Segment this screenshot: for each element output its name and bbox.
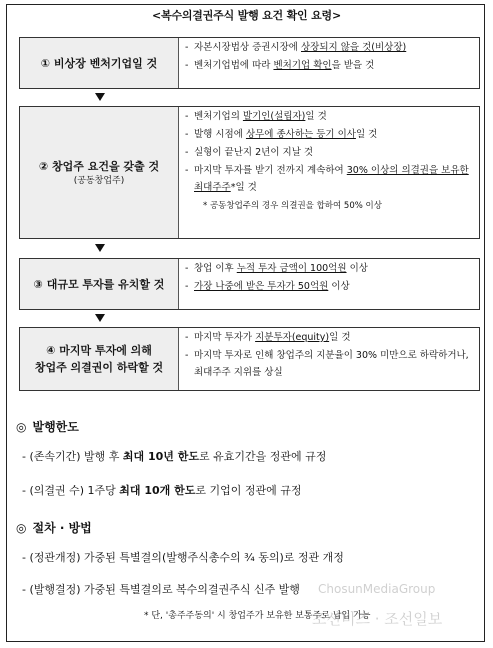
section-heading-issuance-limit: ◎ 발행한도 <box>16 420 79 434</box>
watermark-logo-korean: 조선비즈 · 조선일보 <box>312 610 443 628</box>
down-arrow-icon <box>95 244 105 252</box>
bullet-duration: - (존속기간) 발행 후 최대 10년 한도로 유효기간을 정관에 규정 <box>22 450 327 463</box>
step-2-item-2: - 발행 시점에 상무에 종사하는 등기 이사일 것 <box>185 129 378 140</box>
bullet-issuance-decision: - (발행결정) 가중된 특별결의로 복수의결권주식 신주 발행 <box>22 583 300 596</box>
step-2 <box>19 106 480 239</box>
section-heading-procedure: ◎ 절차 · 방법 <box>16 521 92 535</box>
step-4 <box>19 327 480 391</box>
page-title: <복수의결권주식 발행 요건 확인 요령> <box>152 9 341 22</box>
double-circle-icon: ◎ <box>16 521 27 535</box>
step-2-label-cell <box>20 107 179 238</box>
step-2-item-1: - 벤처기업의 발기인(설립자)일 것 <box>185 111 327 122</box>
down-arrow-icon <box>95 93 105 101</box>
step-3-items <box>179 259 479 309</box>
step-1-items <box>179 38 479 88</box>
down-arrow-icon <box>95 314 105 322</box>
step-3-label-cell <box>20 259 179 309</box>
step-3-item-2: - 가장 나중에 받은 투자가 50억원 이상 <box>185 281 350 292</box>
step-2-note: * 공동창업주의 경우 의결권을 합하여 50% 이상 <box>203 200 382 211</box>
step-1-label: ① 비상장 벤처기업일 것 <box>40 56 158 70</box>
step-3-item-1: - 창업 이후 누적 투자 금액이 100억원 이상 <box>185 263 368 274</box>
step-2-items <box>179 107 479 238</box>
step-3 <box>19 258 480 310</box>
step-2-item-3: - 실형이 끝난지 2년이 지날 것 <box>185 147 314 158</box>
step-1-item-2: - 벤처기업법에 따라 벤처기업 확인을 받을 것 <box>185 60 375 71</box>
step-3-label: ③ 대규모 투자를 유치할 것 <box>33 277 165 291</box>
step-4-items <box>179 328 479 390</box>
bullet-articles-amendment: - (정관개정) 가중된 특별결의(발행주식총수의 ¾ 동의)로 정관 개정 <box>22 551 344 564</box>
step-4-item-2: - 마지막 투자로 인해 창업주의 지분율이 30% 미만으로 하락하거나, 최대주주 지위를 상실 <box>185 350 469 378</box>
step-4-item-1: - 마지막 투자가 지분투자(equity)일 것 <box>185 332 351 343</box>
step-4-label: ④ 마지막 투자에 의해 창업주 의결권이 하락할 것 <box>34 344 164 374</box>
bullet-voting-rights: - (의결권 수) 1주당 최대 10개 한도로 기업이 정관에 규정 <box>22 484 302 497</box>
step-2-label: ② 창업주 요건을 갖출 것 <box>38 159 160 173</box>
step-4-label-cell <box>20 328 179 390</box>
document-frame <box>6 4 485 642</box>
step-1 <box>19 37 480 89</box>
step-1-label-cell <box>20 38 179 88</box>
step-2-sublabel: (공동창업주) <box>73 175 125 186</box>
step-2-item-4: - 마지막 투자를 받기 전까지 계속하여 30% 이상의 의결권을 보유한 최대주주*일 것 <box>185 165 469 193</box>
watermark-logo: ChosunMediaGroup <box>318 582 436 596</box>
step-1-item-1: - 자본시장법상 증권시장에 상장되지 않을 것(비상장) <box>185 42 407 53</box>
footnote: * 단, '총주주동의' 시 창업주가 보유한 보통주로 납입 가능 <box>144 611 371 621</box>
double-circle-icon: ◎ <box>16 420 27 434</box>
